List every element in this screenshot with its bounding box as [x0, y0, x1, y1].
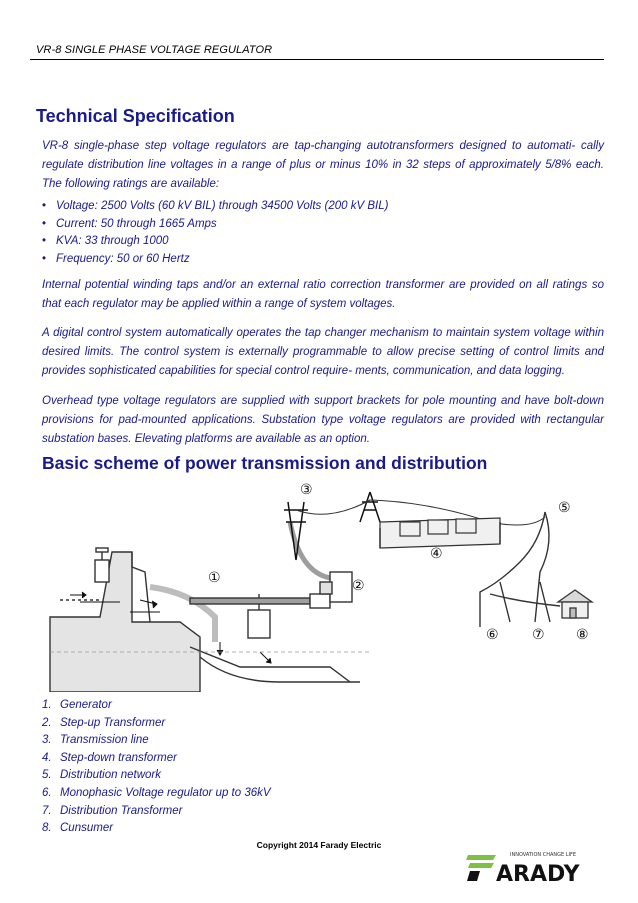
house-illustration — [558, 590, 592, 618]
marker-4: ④ — [430, 546, 443, 562]
power-scheme-heading: Basic scheme of power transmission and distribution — [42, 453, 488, 473]
ratings-list — [42, 198, 388, 268]
list-item: 7. Distribution Transformer — [42, 804, 183, 817]
taps-paragraph: Internal potential winding taps and/or an external ratio correction transformer are provided on all ratings so that each regulator may be applied within a range of system voltages. — [42, 279, 604, 310]
logo-f-stem — [467, 871, 480, 881]
logo-green-stripe — [466, 855, 496, 860]
list-item: 4. Step-down transformer — [42, 751, 177, 764]
technical-specification-heading: Technical Specification — [36, 106, 235, 126]
scheme-legend — [42, 697, 271, 838]
power-transmission-diagram — [40, 482, 600, 692]
list-item: • Current: 50 through 1665 Amps — [42, 217, 217, 230]
marker-6: ⑥ — [486, 627, 499, 643]
list-item: 6. Monophasic Voltage regulator up to 36kV — [42, 786, 271, 799]
logo-tagline: INNOVATION CHANGE LIFE — [510, 852, 577, 858]
list-item: 1. Generator — [42, 699, 112, 711]
logo-green-stripe — [468, 863, 494, 868]
list-item: • KVA: 33 through 1000 — [42, 235, 169, 247]
farady-logo — [466, 847, 598, 883]
copyright-notice: Copyright 2014 Farady Electric — [256, 840, 382, 850]
marker-1: ① — [208, 570, 221, 586]
list-item: 2. Step-up Transformer — [42, 716, 166, 729]
marker-2: ② — [352, 578, 365, 594]
list-item: • Frequency: 50 or 60 Hertz — [42, 252, 190, 265]
intro-paragraph: VR-8 single-phase step voltage regulators are tap-changing autotransformers designed to automati- cally regulate distribution line voltages in a range of plus or minus 10% in 32 steps of approximately 5/8% each. The following ratings are available: — [42, 140, 604, 190]
list-item: 3. Transmission line — [42, 734, 149, 747]
list-item: 8. Cunsumer — [42, 822, 114, 835]
logo-wordmark: ARADY — [496, 862, 580, 883]
marker-5: ⑤ — [558, 500, 571, 516]
control-paragraph: A digital control system automatically operates the tap changer mechanism to maintain system voltage within desired limits. The control system is externally programmable to allow precise setting of control limits and provides sophisticated capabilities for special control require- ments, communication, and data logging. — [42, 327, 604, 377]
document-header-title: VR-8 SINGLE PHASE VOLTAGE REGULATOR — [36, 44, 273, 56]
list-item: 5. Distribution network — [42, 769, 161, 782]
marker-3: ③ — [300, 482, 313, 498]
header-divider — [30, 59, 604, 60]
list-item: • Voltage: 2500 Volts (60 kV BIL) through 34500 Volts (200 kV BIL) — [42, 200, 389, 212]
marker-7: ⑦ — [532, 627, 545, 643]
marker-8: ⑧ — [576, 627, 589, 643]
overhead-paragraph: Overhead type voltage regulators are supplied with support brackets for pole mounting and have bolt-down provisions for pad-mounted applications. Substation type voltage regulators are provided with rectangular substation bases. Elevating platforms are available as an option. — [42, 395, 604, 445]
substation-illustration — [380, 518, 500, 548]
